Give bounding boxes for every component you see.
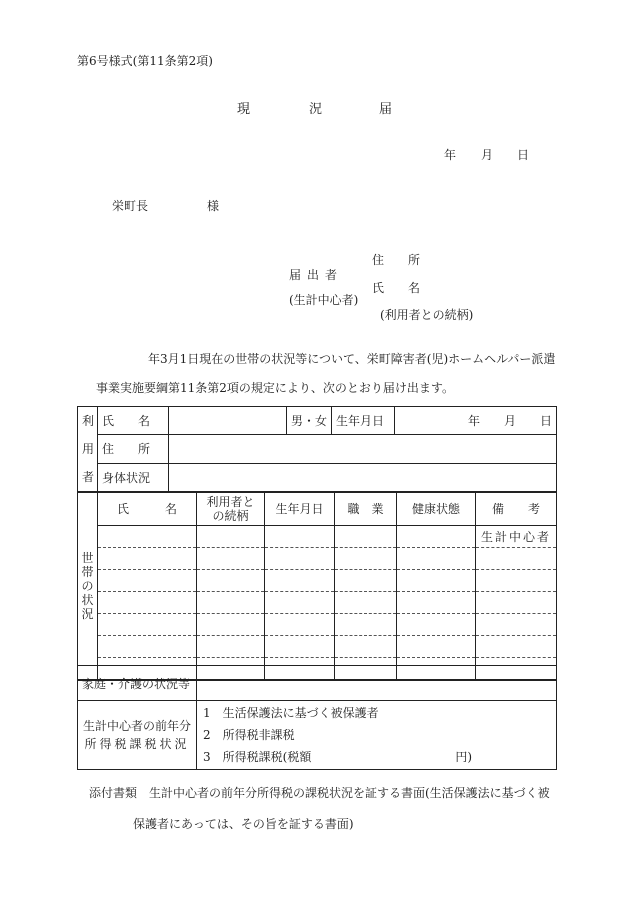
- cell[interactable]: [397, 570, 476, 592]
- household-group-label: 世 帯 の 状 況: [78, 492, 98, 680]
- col-header-relation: 利用者との続柄: [197, 492, 265, 526]
- tax-option-3[interactable]: 3 所得税課税(税額 円): [203, 750, 472, 764]
- household-head-note: 生計中心者: [476, 526, 557, 548]
- cell[interactable]: [397, 548, 476, 570]
- care-status-field[interactable]: [197, 666, 557, 701]
- user-table: [77, 406, 557, 492]
- cell[interactable]: [265, 526, 335, 548]
- user-birth-field[interactable]: 年 月 日: [395, 407, 557, 435]
- submitter-address-label: 住 所: [372, 253, 421, 267]
- cell[interactable]: [197, 570, 265, 592]
- cell[interactable]: [98, 548, 197, 570]
- table-row: [78, 592, 557, 614]
- cell[interactable]: [98, 526, 197, 548]
- date-month: 月: [481, 148, 494, 162]
- title-char-3: 届: [379, 102, 393, 117]
- honorific: 様: [207, 199, 220, 213]
- cell[interactable]: [397, 592, 476, 614]
- date-day: 日: [517, 148, 530, 162]
- care-status-label: 家庭・介護の状況等: [78, 666, 197, 701]
- household-head-label: (生計中心者): [289, 293, 359, 307]
- user-name-label: 氏 名: [98, 407, 169, 435]
- body-text-line-1: 年3月1日現在の世帯の状況等について、栄町障害者(児)ホームヘルパー派遣: [148, 352, 556, 366]
- table-row: [78, 526, 557, 548]
- cell[interactable]: [335, 592, 397, 614]
- cell[interactable]: [98, 614, 197, 636]
- body-text-line-2: 事業実施要綱第11条第2項の規定により、次のとおり届け出ます。: [96, 381, 454, 395]
- cell[interactable]: [476, 636, 557, 658]
- col-header-remarks: 備 考: [476, 492, 557, 526]
- cell[interactable]: [335, 614, 397, 636]
- user-condition-field[interactable]: [169, 463, 557, 491]
- cell[interactable]: [476, 548, 557, 570]
- date-year: 年: [444, 148, 457, 162]
- col-header-occupation: 職 業: [335, 492, 397, 526]
- user-condition-label: 身体状況: [98, 463, 169, 491]
- household-table: [77, 491, 557, 681]
- cell[interactable]: [98, 592, 197, 614]
- cell[interactable]: [197, 592, 265, 614]
- table-row: [78, 614, 557, 636]
- table-row: [78, 570, 557, 592]
- tax-option-2[interactable]: 2 所得税非課税: [203, 728, 295, 742]
- submitter-label: 届出者: [289, 268, 344, 282]
- user-name-field[interactable]: [169, 407, 287, 435]
- cell[interactable]: [476, 570, 557, 592]
- status-table: [77, 665, 557, 770]
- attachments-line-1: 添付書類 生計中心者の前年分所得税の課税状況を証する書面(生活保護法に基づく被: [89, 786, 550, 800]
- cell[interactable]: [98, 636, 197, 658]
- col-header-health: 健康状態: [397, 492, 476, 526]
- tax-status-options[interactable]: [197, 701, 557, 770]
- sex-selector[interactable]: 男・女: [287, 407, 332, 435]
- cell[interactable]: [397, 636, 476, 658]
- user-group-label: 利 用 者: [78, 407, 98, 492]
- title-char-1: 現: [237, 102, 251, 117]
- cell[interactable]: [197, 548, 265, 570]
- cell[interactable]: [476, 592, 557, 614]
- user-address-label: 住 所: [98, 435, 169, 463]
- cell[interactable]: [397, 614, 476, 636]
- cell[interactable]: [335, 636, 397, 658]
- tax-status-label: 生計中心者の前年分 所得税課税状況: [78, 701, 197, 770]
- col-header-name: 氏 名: [98, 492, 197, 526]
- relation-label: (利用者との続柄): [380, 308, 474, 322]
- attachments-line-2: 保護者にあっては、その旨を証する書面): [133, 817, 354, 831]
- date-line: [444, 146, 529, 163]
- cell[interactable]: [265, 592, 335, 614]
- cell[interactable]: [335, 526, 397, 548]
- table-row: [78, 636, 557, 658]
- submitter-name-label: 氏 名: [372, 281, 421, 295]
- cell[interactable]: [476, 614, 557, 636]
- form-number: 第6号様式(第11条第2項): [77, 54, 213, 68]
- cell[interactable]: [197, 526, 265, 548]
- cell[interactable]: [335, 548, 397, 570]
- cell[interactable]: [265, 636, 335, 658]
- user-address-field[interactable]: [169, 435, 557, 463]
- cell[interactable]: [197, 636, 265, 658]
- cell[interactable]: [98, 570, 197, 592]
- cell[interactable]: [197, 614, 265, 636]
- col-header-birth: 生年月日: [265, 492, 335, 526]
- table-row: [78, 548, 557, 570]
- tax-option-1[interactable]: 1 生活保護法に基づく被保護者: [203, 706, 379, 720]
- cell[interactable]: [397, 526, 476, 548]
- cell[interactable]: [265, 548, 335, 570]
- page-title: [237, 98, 392, 117]
- cell[interactable]: [265, 614, 335, 636]
- user-birth-label: 生年月日: [332, 407, 395, 435]
- cell[interactable]: [265, 570, 335, 592]
- addressee: 栄町長: [112, 199, 149, 213]
- title-char-2: 況: [309, 102, 323, 117]
- cell[interactable]: [335, 570, 397, 592]
